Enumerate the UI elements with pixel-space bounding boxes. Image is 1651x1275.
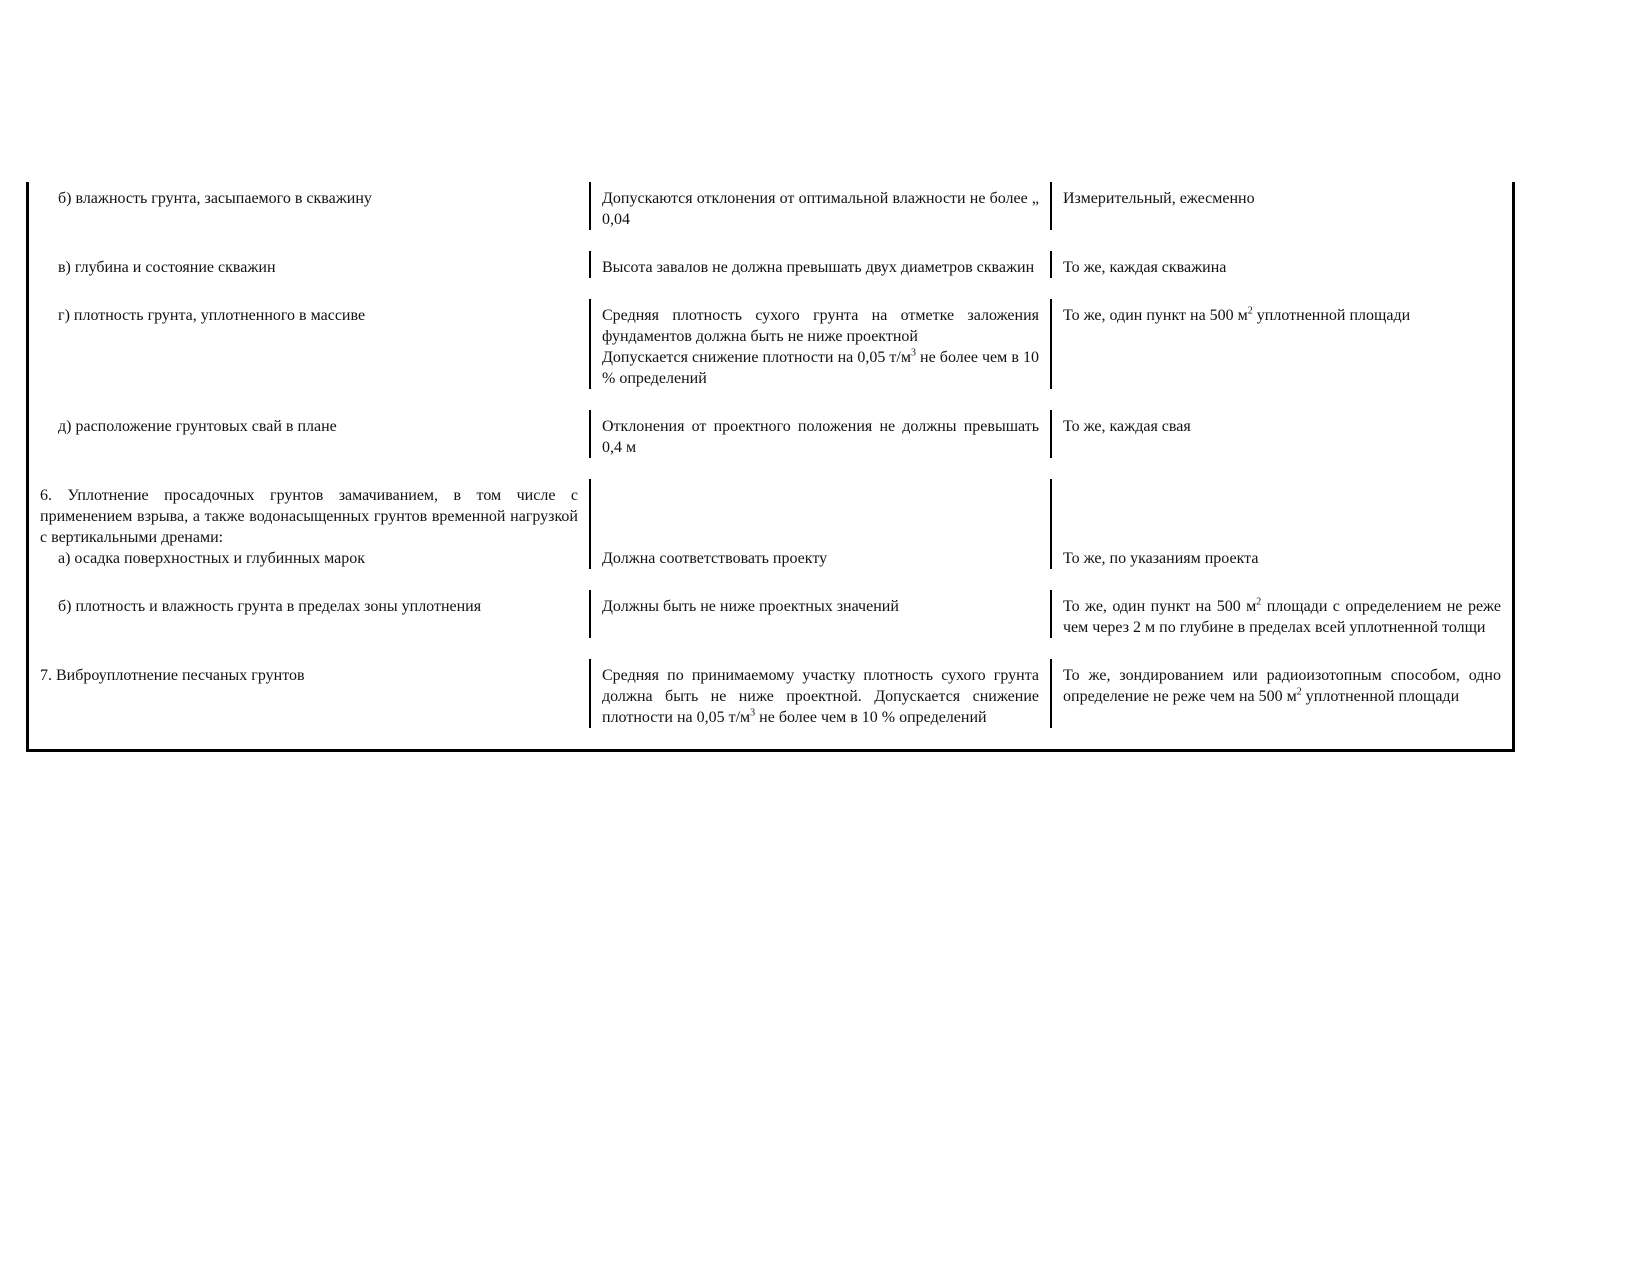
- requirement-text-part: не более чем в 10 % определений: [602, 349, 1040, 387]
- control-cell: То же, каждая скважина: [1050, 251, 1512, 278]
- control-cell: То же, каждая свая: [1050, 410, 1512, 458]
- control-text-part: То же, один пункт на 500 м: [1063, 307, 1248, 324]
- param-cell: б) влажность грунта, засыпаемого в скважину: [58, 190, 372, 207]
- control-cell: [1050, 659, 1512, 728]
- control-text-part: То же, один пункт на 500 м: [1063, 598, 1257, 615]
- superscript: 2: [1247, 305, 1253, 317]
- table-row: [29, 182, 1512, 251]
- table-row: [29, 659, 1512, 749]
- requirement-text: Средняя плотность сухого грунта на отметке заложения фундаментов должна быть не ниже проектной: [602, 307, 1039, 345]
- superscript: 3: [910, 347, 916, 359]
- requirement-cell: [589, 659, 1050, 728]
- requirement-cell: Высота завалов не должна превышать двух диаметров скважин: [589, 251, 1050, 278]
- requirement-text-part: Допускается снижение плотности на 0,05 т/м: [602, 349, 911, 366]
- param-cell: д) расположение грунтовых свай в плане: [58, 418, 337, 435]
- section-heading: 6. Уплотнение просадочных грунтов замачиванием, в том числе с применением взрыва, а также водонасыщенных грунтов временной нагрузкой с вертикальными дренами:: [40, 487, 578, 546]
- table-row: [29, 479, 1512, 590]
- requirement-cell: Должны быть не ниже проектных значений: [589, 590, 1050, 638]
- param-cell: в) глубина и состояние скважин: [58, 259, 276, 276]
- control-cell: [1050, 590, 1512, 638]
- control-cell: Измерительный, ежесменно: [1050, 182, 1512, 230]
- superscript: 3: [750, 707, 756, 719]
- table-row: [29, 590, 1512, 659]
- requirement-text: [602, 347, 1039, 389]
- param-text: а) осадка поверхностных и глубинных марок: [58, 550, 366, 567]
- requirement-cell: [589, 479, 1050, 569]
- param-cell: 7. Виброуплотнение песчаных грунтов: [40, 667, 305, 684]
- param-cell: б) плотность и влажность грунта в пределах зоны уплотнения: [58, 598, 482, 615]
- requirements-table: [26, 182, 1515, 752]
- requirement-text-part: Средняя по принимаемому участку плотность сухого грунта должна быть не ниже проектной. Допускается снижение плотности на 0,05 т/м: [602, 667, 1039, 726]
- requirement-cell: Отклонения от проектного положения не должны превышать 0,4 м: [589, 410, 1050, 458]
- superscript: 2: [1296, 686, 1302, 698]
- control-text: То же, по указаниям проекта: [1063, 550, 1259, 567]
- param-cell: [29, 479, 589, 569]
- control-text-part: уплотненной площади: [1301, 688, 1460, 705]
- control-text-part: уплотненной площади: [1252, 307, 1411, 324]
- table-row: [29, 251, 1512, 299]
- requirement-cell: [589, 299, 1050, 389]
- control-text-part: площади с определением не реже чем через 2 м по глубине в пределах всей уплотненной толщи: [1063, 598, 1501, 636]
- control-cell: [1050, 299, 1512, 389]
- table-row: [29, 299, 1512, 410]
- param-cell: г) плотность грунта, уплотненного в массиве: [58, 307, 366, 324]
- superscript: 2: [1256, 596, 1262, 608]
- control-text-part: То же, зондированием или радиоизотопным способом, одно определение не реже чем на 500 м: [1063, 667, 1501, 705]
- table-row: [29, 410, 1512, 479]
- control-cell: [1050, 479, 1512, 569]
- requirement-cell: Допускаются отклонения от оптимальной влажности не более „ 0,04: [589, 182, 1050, 230]
- requirement-text-part: не более чем в 10 % определений: [755, 709, 987, 726]
- requirement-text: Должна соответствовать проекту: [602, 550, 828, 567]
